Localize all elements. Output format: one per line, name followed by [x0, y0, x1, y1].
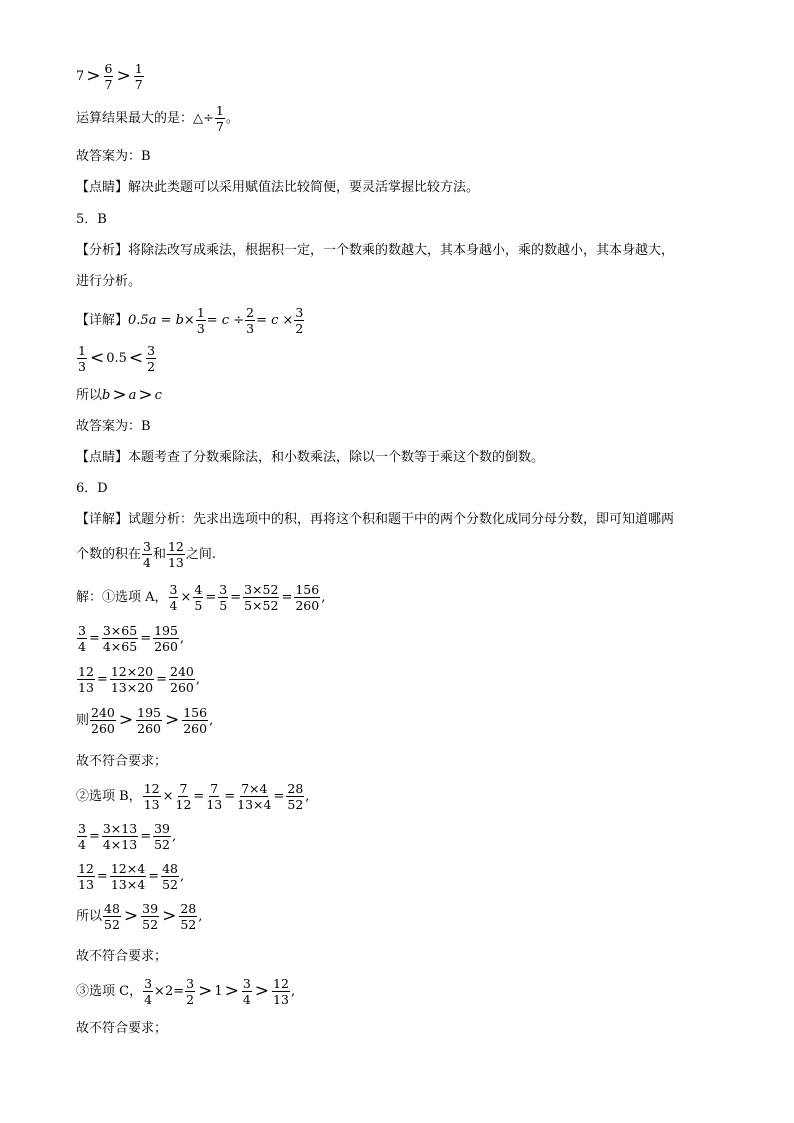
- lt-sign: <: [128, 348, 144, 369]
- fraction: $\frac{7}{12}$: [175, 781, 192, 813]
- fraction: $\frac{7}{13}$: [206, 781, 223, 813]
- expr: = c ×: [256, 313, 294, 329]
- gt-sign: >: [138, 385, 153, 405]
- fraction: $\frac{3}{2}$: [295, 305, 304, 337]
- analysis-text: 【分析】将除法改写成乘法，根据积一定，一个数乘的数越大，其本身越小，乘的数越小，其本身越大，: [76, 243, 675, 258]
- fraction: $\frac{156}{260}$: [183, 705, 208, 737]
- text: 运算结果最大的是：: [76, 111, 194, 127]
- label: 解：①选项 A，: [76, 590, 168, 606]
- fraction: $\frac{4}{5}$: [194, 582, 203, 614]
- no-match-text: 故不符合要求；: [76, 754, 168, 769]
- fraction: $\frac{3\times 52}{5\times 52}$: [244, 582, 279, 614]
- text: 和: [152, 547, 166, 563]
- fraction: $\frac{1}{7}$: [134, 61, 143, 93]
- fraction: $\frac{12}{13}$: [78, 861, 94, 893]
- label: 则: [76, 713, 90, 729]
- fraction: $\frac{3}{4}$: [143, 539, 151, 571]
- fraction: $\frac{3\times 65}{4\times 65}$: [102, 623, 138, 655]
- fraction: $\frac{3}{4}$: [242, 976, 251, 1008]
- fraction: $\frac{28}{52}$: [180, 901, 197, 933]
- detail-equation: [76, 306, 305, 335]
- expr: ×2=: [154, 984, 185, 1000]
- option-a-line: 解：①选项 A， $\frac{3}{4}$ × $\frac{4}{5}$ = $\frac{3}{5}$ = $\frac{3\times 52}{5\times 52}$ = $\frac{156}{260}$ ,: [76, 582, 326, 614]
- no-match-text: 故不符合要求；: [76, 1021, 168, 1036]
- number: 1: [214, 984, 223, 1000]
- fraction: $\frac{3}{4}$: [78, 623, 86, 655]
- option-b-line: $\frac{12}{13}$ = $\frac{12\times 4}{13\times 4}$ = $\frac{48}{52}$ ,: [78, 861, 185, 893]
- gt-sign: >: [116, 66, 131, 87]
- fraction: $\frac{3}{4}$: [144, 976, 153, 1008]
- gt-sign: >: [86, 66, 101, 87]
- fraction: $\frac{3}{4}$: [78, 821, 86, 853]
- option-a-line: 则 $\frac{240}{260}$ > $\frac{195}{260}$ > $\frac{156}{260}$ ,: [76, 705, 214, 737]
- option-b-line: 所以 $\frac{48}{52}$ > $\frac{39}{52}$ > $\frac{28}{52}$ ,: [76, 901, 203, 933]
- fraction: $\frac{2}{3}$: [246, 305, 255, 337]
- fraction: $\frac{28}{52}$: [287, 781, 304, 813]
- fraction: $\frac{240}{260}$: [170, 664, 194, 696]
- var: a: [128, 388, 137, 403]
- fraction: $\frac{12\times 20}{13\times 20}$: [110, 664, 154, 696]
- detail-text: [76, 540, 216, 569]
- analysis-text: 进行分析。: [76, 274, 142, 289]
- gt-sign: >: [112, 385, 127, 405]
- fraction: $\frac{12}{13}$: [78, 664, 94, 696]
- number: 0.5: [106, 351, 127, 367]
- option-c-line: ③选项 C， $\frac{3}{4}$ ×2= $\frac{3}{2}$ > 1 > $\frac{3}{4}$ > $\frac{12}{13}$ ,: [76, 976, 296, 1008]
- tip-text: 【点睛】本题考查了分数乘除法，和小数乘法，除以一个数等于乘这个数的倒数。: [76, 450, 545, 465]
- fraction: $\frac{195}{260}$: [154, 623, 178, 655]
- option-b-line: $\frac{3}{4}$ = $\frac{3\times 13}{4\times 13}$ = $\frac{39}{52}$ ,: [78, 821, 177, 853]
- fraction: $\frac{195}{260}$: [137, 705, 161, 737]
- option-a-line: $\frac{12}{13}$ = $\frac{12\times 20}{13\times 20}$ = $\frac{240}{260}$ ,: [78, 664, 201, 696]
- answer-text: 故答案为：B: [76, 419, 151, 434]
- option-a-line: $\frac{3}{4}$ = $\frac{3\times 65}{4\times 65}$ = $\frac{195}{260}$ ,: [78, 623, 185, 655]
- tip-text: 【点睛】解决此类题可以采用赋值法比较简便，要灵活掌握比较方法。: [76, 180, 480, 195]
- compare-line: [76, 344, 157, 373]
- expr: 0.5a = b×: [128, 313, 195, 329]
- label: 【详解】: [76, 313, 129, 329]
- fraction: $\frac{6}{7}$: [104, 61, 113, 93]
- line-compare-7: [76, 62, 145, 91]
- fraction: $\frac{12\times 4}{13\times 4}$: [110, 861, 146, 893]
- conclusion-line: [76, 387, 162, 404]
- fraction: $\frac{240}{260}$: [91, 705, 115, 737]
- detail-text: 【详解】试题分析：先求出选项中的积，再将这个积和题干中的两个分数化成同分母分数，即可知道哪两: [76, 512, 675, 527]
- fraction: $\frac{12}{13}$: [167, 539, 184, 571]
- fraction: $\frac{1}{7}$: [215, 103, 224, 135]
- question-number: 5．B: [76, 212, 107, 227]
- var: b: [102, 388, 111, 403]
- fraction: $\frac{3}{5}$: [219, 582, 228, 614]
- fraction: $\frac{156}{260}$: [295, 582, 320, 614]
- fraction: $\frac{39}{52}$: [142, 901, 159, 933]
- label: 所以: [76, 388, 103, 403]
- var: c: [154, 388, 162, 403]
- expr: △÷: [193, 111, 214, 127]
- line-max-result: [76, 104, 239, 133]
- fraction: $\frac{1}{3}$: [78, 343, 86, 375]
- fraction: $\frac{7\times 4}{13\times 4}$: [237, 781, 272, 813]
- fraction: $\frac{3\times 13}{4\times 13}$: [102, 821, 138, 853]
- fraction: $\frac{3}{2}$: [147, 343, 156, 375]
- fraction: $\frac{12}{13}$: [143, 781, 160, 813]
- fraction: $\frac{39}{52}$: [154, 821, 171, 853]
- text: 之间.: [185, 547, 217, 563]
- fraction: $\frac{48}{52}$: [104, 901, 120, 933]
- number: 7: [76, 69, 85, 85]
- expr: = c ÷: [206, 313, 245, 329]
- option-b-line: ②选项 B， $\frac{12}{13}$ × $\frac{7}{12}$ = $\frac{7}{13}$ = $\frac{7\times 4}{13\times 4}$ = $\frac{28}{52}$ ,: [76, 781, 310, 813]
- fraction: $\frac{3}{2}$: [186, 976, 195, 1008]
- label: 所以: [76, 909, 103, 925]
- label: ②选项 B，: [76, 789, 142, 805]
- label: ③选项 C，: [76, 984, 143, 1000]
- text: 个数的积在: [76, 547, 142, 563]
- fraction: $\frac{12}{13}$: [273, 976, 289, 1008]
- lt-sign: <: [89, 348, 105, 369]
- fraction: $\frac{3}{4}$: [169, 582, 178, 614]
- fraction: $\frac{48}{52}$: [162, 861, 178, 893]
- no-match-text: 故不符合要求；: [76, 949, 168, 964]
- text: 。: [225, 111, 239, 127]
- fraction: $\frac{1}{3}$: [196, 305, 205, 337]
- question-number: 6．D: [76, 481, 108, 496]
- answer-text: 故答案为：B: [76, 149, 151, 164]
